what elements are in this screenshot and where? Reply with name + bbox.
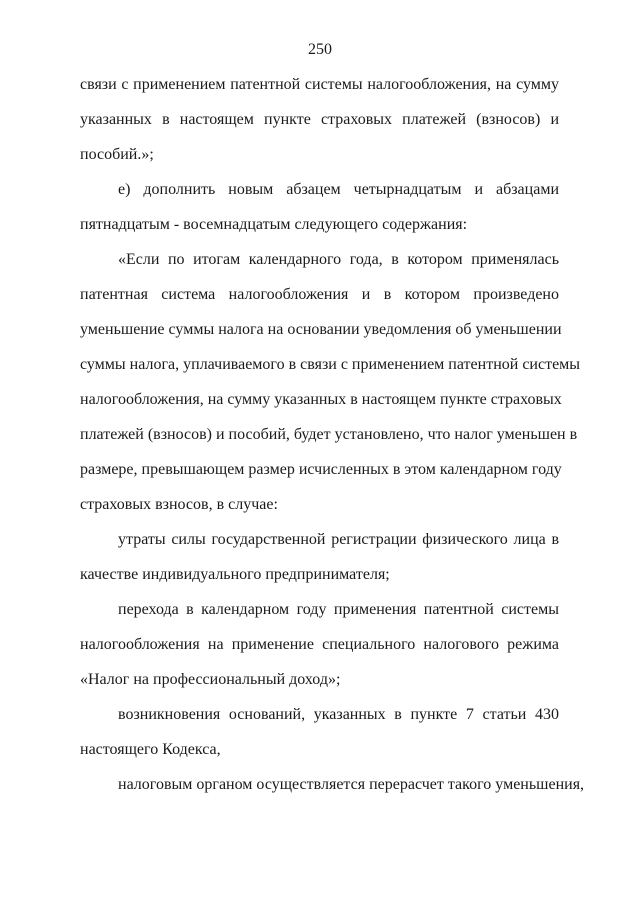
text-line: налогообложения, на сумму указанных в настоящем пункте страховых xyxy=(80,391,562,408)
text-line: налогообложения на применение специального налогового режима xyxy=(80,636,559,653)
text-line: утраты силы государственной регистрации физического лица в xyxy=(118,531,559,548)
text-line: пособий.»; xyxy=(80,146,154,163)
text-line: платежей (взносов) и пособий, будет установлено, что налог уменьшен в xyxy=(80,426,578,443)
text-line: налоговым органом осуществляется перерасчет такого уменьшения, xyxy=(118,776,585,793)
text-line: размере, превышающем размер исчисленных в этом календарном году xyxy=(80,461,562,478)
text-line: е) дополнить новым абзацем четырнадцатым и абзацами xyxy=(118,181,559,198)
text-line: страховых взносов, в случае: xyxy=(80,496,278,513)
text-line: «Если по итогам календарного года, в котором применялась xyxy=(118,251,559,268)
text-line: суммы налога, уплачиваемого в связи с применением патентной системы xyxy=(80,356,581,373)
text-line: пятнадцатым - восемнадцатым следующего содержания: xyxy=(80,216,468,233)
text-line: «Налог на профессиональный доход»; xyxy=(80,671,341,688)
text-line: уменьшение суммы налога на основании уведомления об уменьшении xyxy=(80,321,562,338)
text-line: связи с применением патентной системы налогообложения, на сумму xyxy=(80,76,559,93)
text-line: возникновения оснований, указанных в пункте 7 статьи 430 xyxy=(118,706,559,723)
page-number: 250 xyxy=(308,41,332,58)
text-line: перехода в календарном году применения патентной системы xyxy=(118,601,559,618)
text-line: патентная система налогообложения и в котором произведено xyxy=(80,286,559,303)
text-line: указанных в настоящем пункте страховых платежей (взносов) и xyxy=(80,111,559,128)
text-line: качестве индивидуального предпринимателя; xyxy=(80,566,390,583)
text-line: настоящего Кодекса, xyxy=(80,741,221,758)
